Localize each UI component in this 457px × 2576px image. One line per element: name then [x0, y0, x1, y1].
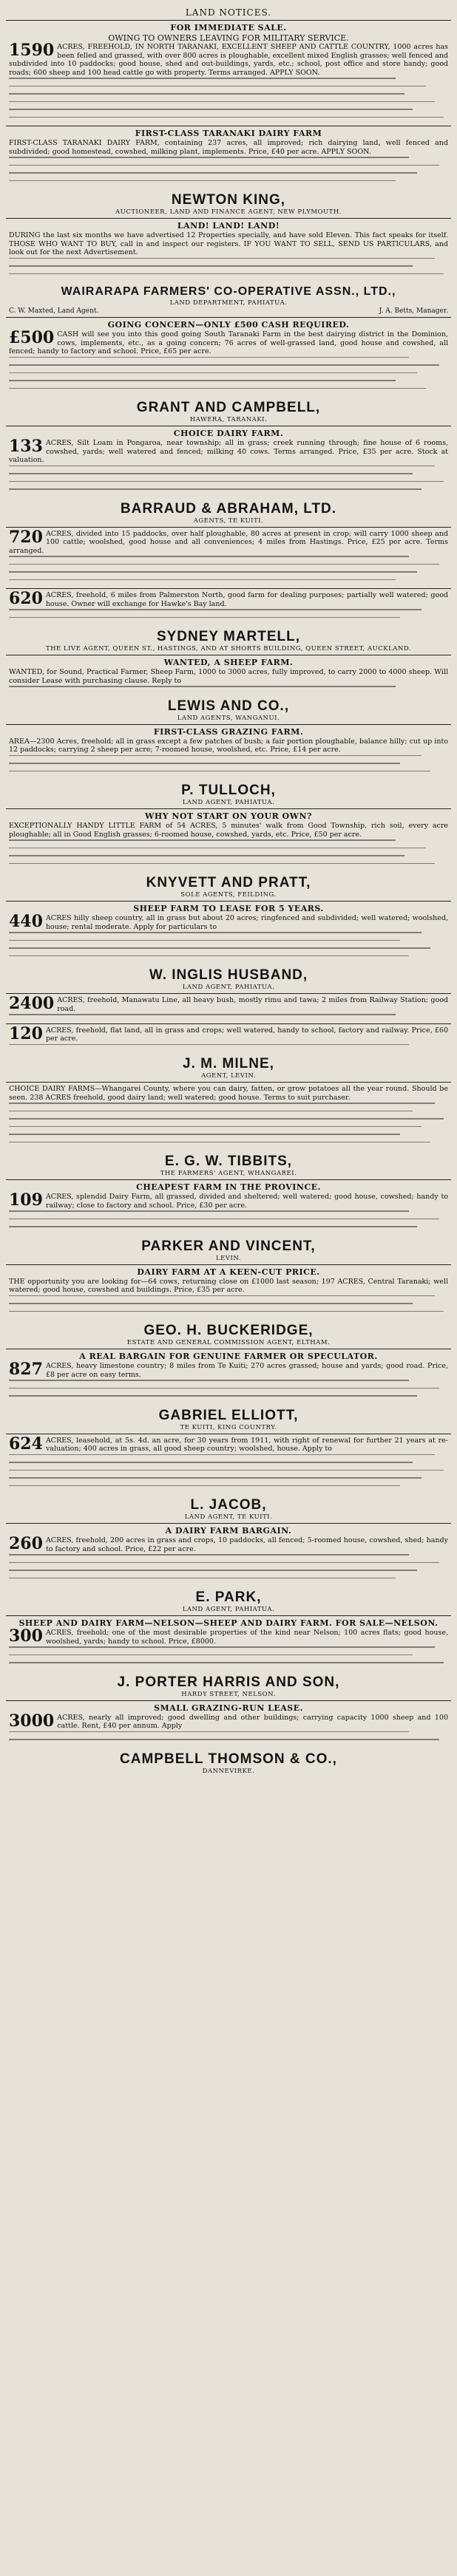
advert-heading: A DAIRY FARM BARGAIN.: [165, 1526, 292, 1536]
text-line: [9, 1388, 439, 1389]
agent-name: GABRIEL ELLIOTT,: [158, 1407, 299, 1423]
advert-heading: DAIRY FARM AT A KEEN-CUT PRICE.: [137, 1267, 320, 1277]
advert-body: [9, 1536, 448, 1553]
text-lines: [9, 755, 448, 772]
land-advert: [6, 724, 451, 780]
advert-body: [9, 822, 448, 839]
text-lines: [9, 686, 448, 687]
agent-address: THE FARMERS' AGENT, WHANGAREI.: [160, 1170, 297, 1177]
text-line: [9, 488, 422, 490]
acreage-figure: 260: [9, 1534, 43, 1553]
acreage-figure: 1590: [9, 41, 55, 60]
agent-address: ESTATE AND GENERAL COMMISSION AGENT, ELTHAM.: [126, 1339, 331, 1346]
advert-heading: A REAL BARGAIN FOR GENUINE FARMER OR SPECULATOR.: [79, 1352, 378, 1361]
text-lines: [9, 78, 448, 117]
acreage-figure: 300: [9, 1626, 43, 1646]
agent-name: SYDNEY MARTELL,: [156, 629, 301, 644]
text-line: [9, 78, 396, 79]
agent-address: SOLE AGENTS, FEILDING.: [180, 891, 277, 899]
advert-subheading: OWING TO OWNERS LEAVING FOR MILITARY SERVICE.: [108, 33, 349, 43]
text-lines: [9, 1044, 448, 1046]
agent-name: W. INGLIS HUSBAND,: [149, 967, 308, 983]
advert-body: [9, 231, 448, 257]
land-advert: [6, 1349, 451, 1405]
advert-text: ACRES, freehold, Manawatu Line, all heavy bush, mostly rimu and tawa; 2 miles from Railway Station; good road.: [57, 996, 448, 1013]
text-lines: [9, 1295, 448, 1312]
agent-signature: [6, 1494, 451, 1523]
text-line: [9, 165, 439, 166]
text-lines: [9, 357, 448, 389]
text-lines: [9, 1454, 448, 1487]
land-advert: [6, 808, 451, 872]
text-line: [9, 1578, 396, 1579]
text-line: [9, 848, 426, 849]
text-line: [9, 388, 426, 389]
text-lines: [9, 1554, 448, 1578]
text-line: [9, 117, 444, 118]
agent-signature: [6, 1405, 451, 1434]
agent-address: AGENT, LEVIN.: [201, 1072, 256, 1080]
acreage-figure: 624: [9, 1434, 43, 1454]
text-line: [9, 763, 400, 764]
agent-signature: [6, 282, 451, 317]
land-advert: [6, 1264, 451, 1321]
agent-name: GEO. H. BUCKERIDGE,: [143, 1323, 314, 1338]
agent-name: NEWTON KING,: [171, 192, 286, 208]
acreage-figure: £500: [9, 328, 55, 347]
text-line: [9, 1570, 417, 1571]
agent-signature: [6, 498, 451, 527]
agent-name: KNYVETT AND PRATT,: [146, 875, 311, 890]
advert-body: [9, 1711, 448, 1731]
advert-heading: LAND! LAND! LAND!: [177, 221, 280, 231]
text-line: [9, 1111, 413, 1112]
agent-signature: [6, 1748, 451, 1777]
agent-name: E. PARK,: [195, 1589, 262, 1605]
text-line: [9, 1014, 396, 1015]
text-line: [9, 1134, 400, 1135]
text-line: [9, 1395, 417, 1397]
land-advert: [6, 1615, 451, 1672]
agent-address: HAWERA, TARANAKI.: [189, 416, 268, 423]
advert-text: ACRES, freehold, flat land, all in grass and crops; well watered, handy to school, factory and railway. Price, £60 per acre.: [45, 1026, 448, 1043]
text-line: [9, 481, 444, 483]
text-line: [9, 1554, 409, 1556]
advert-heading: FIRST-CLASS GRAZING FARM.: [153, 726, 304, 737]
text-line: [9, 771, 430, 772]
text-line: [9, 86, 426, 87]
advert-body: [9, 527, 448, 556]
advert-body: [9, 1626, 448, 1646]
text-lines: [9, 1731, 448, 1740]
text-line: [9, 1646, 435, 1648]
text-line: [9, 265, 413, 267]
text-line: [9, 1118, 444, 1120]
advert-text: ACRES, nearly all improved; good dwelling and other buildings; carrying capacity 1000 sheep and 100 cattle. Rent, £40 per annum. Apply: [57, 1713, 448, 1730]
advert-text: ACRES, leasehold, at 5s. 4d. an acre, for 30 years from 1911, with right of renewal for further 21 years at re-valuation; 400 acres in grass, all good sheep country; woolshed, house. Apply to: [45, 1436, 448, 1453]
agent-signature: [6, 872, 451, 901]
land-advert: [6, 1082, 451, 1151]
text-line: [9, 372, 417, 374]
text-line: [9, 273, 444, 275]
text-line: [9, 947, 430, 949]
text-line: [9, 180, 396, 182]
agent-signature: [6, 1672, 451, 1700]
agent-signature: [6, 397, 451, 426]
text-line: [9, 1662, 444, 1663]
text-line: [9, 1454, 435, 1456]
text-line: [9, 1380, 409, 1381]
text-line: [9, 1470, 444, 1471]
text-line: [9, 101, 435, 103]
advert-heading: CHOICE DAIRY FARM.: [173, 429, 284, 438]
advert-text: CASH will see you into this good going South Taranaki Farm in the best dairying district in the Dominion, cows, implements, etc., as a going concern; 76 acres of well-grassed land, good house and cowshed, all fenced; handy to factory and school. Price, £65 per acre.: [9, 330, 448, 355]
advert-heading: CHEAPEST FARM IN THE PROVINCE.: [136, 1182, 321, 1192]
advert-body: [9, 439, 448, 465]
advert-body: [9, 1278, 448, 1295]
advert-body: [9, 1023, 448, 1043]
advert-text: DURING the last six months we have advertised 12 Properties specially, and have sold Eleven. This fact speaks for itself. THOSE WHO WANT TO BUY, call in and inspect our registers. IF YOU WANT TO SELL, SEND US PARTICULARS, and look out for the next Advertisement.: [9, 231, 448, 256]
agent-name: P. TULLOCH,: [181, 783, 276, 798]
acreage-figure: 120: [9, 1023, 43, 1043]
text-line: [9, 1219, 439, 1220]
agent-signature: [6, 964, 451, 993]
agent-address: LAND AGENT, PAHIATUA.: [182, 984, 275, 991]
land-advert: [6, 20, 451, 126]
agent-footer-right: J. A. Betts, Manager.: [379, 307, 448, 315]
text-line: [9, 1731, 409, 1733]
advert-body: [9, 737, 448, 754]
agent-address: LAND DEPARTMENT, PAHIATUA.: [169, 299, 288, 307]
text-lines: [9, 157, 448, 181]
text-lines: [9, 1646, 448, 1663]
agent-signature: [6, 1151, 451, 1179]
text-lines: [9, 1380, 448, 1397]
land-advert: [6, 527, 451, 589]
agent-address: AGENTS, TE KUITI.: [193, 517, 264, 525]
land-advert: [6, 1179, 451, 1236]
land-advert: [6, 218, 451, 282]
text-line: [9, 1103, 435, 1104]
advert-text: FIRST-CLASS TARANAKI DAIRY FARM, containing 237 acres, all improved; rich dairying land, well fenced and subdivided; good homestead, cowshed, milking plant, implements. Price, £40 per acre. APPLY SOON.: [9, 139, 448, 156]
advert-text: ACRES, freehold; one of the most desirable properties of the kind near Nelson; 100 acres flats; good house, woolshed, yards; handy to school. Price, £8000.: [45, 1629, 448, 1646]
agent-name: GRANT AND CAMPBELL,: [136, 400, 321, 415]
land-advert: [6, 126, 451, 189]
advert-body: [9, 914, 448, 931]
text-line: [9, 1126, 422, 1128]
agent-address: LAND AGENT, PAHIATUA.: [182, 799, 275, 806]
agent-name: WAIRARAPA FARMERS' CO-OPERATIVE ASSN., LTD.,: [61, 285, 396, 298]
agent-footer-left: C. W. Maxted, Land Agent.: [9, 307, 99, 315]
advert-text: AREA—2300 Acres, freehold; all in grass except a few patches of bush; a fair portion ploughable, balance hilly; cut up into 12 paddocks; carrying 2 sheep per acre; 7-roomed house, woolshed, etc. Price, £14 per acre.: [9, 737, 448, 754]
agent-signature: [6, 695, 451, 724]
text-line: [9, 1655, 413, 1656]
text-line: [9, 579, 396, 581]
text-lines: [9, 1103, 448, 1142]
text-line: [9, 380, 396, 381]
agent-address: THE LIVE AGENT, QUEEN ST., HASTINGS, AND AT SHORTS BUILDING, QUEEN STREET, AUCKLAND.: [45, 645, 412, 652]
advert-heading: FOR IMMEDIATE SALE.: [170, 23, 287, 33]
text-line: [9, 93, 404, 95]
agent-address: DANNEVIRKE.: [202, 1767, 255, 1775]
text-line: [9, 556, 409, 557]
advert-body: [9, 139, 448, 156]
acreage-figure: 827: [9, 1360, 43, 1379]
agent-signature: [6, 1236, 451, 1264]
land-advert: [6, 901, 451, 964]
advert-text: ACRES, Silt Loam in Pongaroa, near township; all in grass; creek running through; fine house of 6 rooms, cowshed, yards; well watered and fenced; milking 40 cows. Terms arranged. Price, £35 per acre. Stock at valuation.: [9, 439, 448, 464]
advert-text: ACRES, freehold, 6 miles from Palmerston North, good farm for dealing purposes; partially well watered; good house. Owner will exchange for Hawke's Bay land.: [45, 591, 448, 608]
acreage-figure: 133: [9, 437, 43, 456]
land-advert: [6, 426, 451, 498]
text-lines: [9, 1210, 448, 1227]
acreage-figure: 620: [9, 589, 43, 608]
advert-heading: WANTED, A SHEEP FARM.: [163, 658, 294, 667]
agent-address: LAND AGENTS, WANGANUI.: [177, 714, 280, 722]
advert-text: ACRES, splendid Dairy Farm, all grassed, divided and sheltered; well watered; good house, cowshed; handy to railway; close to factory and school. Price, £30 per acre.: [45, 1193, 448, 1210]
text-lines: [9, 839, 448, 864]
agent-address: LEVIN.: [216, 1254, 241, 1262]
text-line: [9, 855, 404, 856]
land-advert: [6, 1523, 451, 1587]
text-line: [9, 755, 422, 757]
agent-signature: [6, 1587, 451, 1615]
advert-text: ACRES hilly sheep country, all in grass but about 20 acres; ringfenced and subdivided; well watered; woolshed, house; rental moderate. Apply for particulars to: [45, 914, 448, 931]
land-advert: [6, 317, 451, 397]
advert-text: CHOICE DAIRY FARMS—Whangarei County, where you can dairy, fatten, or grow potatoes all the year round. Should be seen. 238 ACRES freehold, good dairy land; well watered; good house. Terms to suit purchaser.: [9, 1085, 448, 1102]
text-line: [9, 932, 422, 933]
text-line: [9, 1462, 413, 1463]
agent-address: HARDY STREET, NELSON.: [181, 1690, 276, 1698]
acreage-figure: 440: [9, 912, 43, 931]
advert-body: [9, 668, 448, 685]
agent-name: L. JACOB,: [190, 1497, 267, 1513]
land-advert: [6, 655, 451, 695]
agent-signature: [6, 780, 451, 808]
agent-signature: [6, 1053, 451, 1082]
advert-heading: FIRST-CLASS TARANAKI DAIRY FARM: [135, 129, 322, 138]
land-advert: [6, 1023, 451, 1054]
advert-body: [9, 1190, 448, 1210]
advert-text: ACRES, heavy limestone country; 8 miles from Te Kuiti; 270 acres grassed; house and yards; good road. Price, £8 per acre on easy terms.: [45, 1362, 448, 1379]
acreage-figure: 2400: [9, 994, 55, 1013]
text-line: [9, 1226, 417, 1227]
text-line: [9, 839, 396, 841]
agent-address: AUCTIONEER, LAND AND FINANCE AGENT, NEW PLYMOUTH.: [115, 208, 342, 216]
advert-heading: GOING CONCERN—ONLY £500 CASH REQUIRED.: [107, 320, 350, 330]
advert-heading: WHY NOT START ON YOUR OWN?: [144, 811, 312, 821]
agent-name: J. M. MILNE,: [183, 1056, 274, 1071]
advert-text: ACRES, divided into 15 paddocks, over half ploughable, 80 acres at present in crop; will carry 1000 sheep and 100 cattle; woolshed, good house and all conveniences; 4 miles from Hastings. Price, £25 per acre. Terms arranged.: [9, 529, 448, 555]
agent-address: LAND AGENT, TE KUITI.: [184, 1513, 273, 1521]
text-line: [9, 109, 413, 110]
column-heading: LAND NOTICES.: [185, 7, 272, 18]
agent-name: BARRAUD & ABRAHAM, LTD.: [120, 500, 337, 517]
text-lines: [9, 609, 448, 618]
text-line: [9, 466, 435, 467]
text-line: [9, 258, 435, 259]
agent-name: J. PORTER HARRIS AND SON,: [117, 1674, 340, 1690]
text-line: [9, 1311, 444, 1312]
text-lines: [9, 932, 448, 956]
advert-text: ACRES, freehold, 200 acres in grass and crops, 10 paddocks, all fenced; 5-roomed house, cowshed, shed; handy to factory and school. Price, £22 per acre.: [45, 1536, 448, 1553]
advert-heading: SHEEP FARM TO LEASE FOR 5 YEARS.: [133, 904, 324, 913]
text-line: [9, 940, 400, 941]
land-advert: [6, 1434, 451, 1495]
text-line: [9, 364, 439, 366]
agent-address: TE KUITI, KING COUNTRY.: [180, 1423, 277, 1431]
text-lines: [9, 1014, 448, 1015]
text-lines: [9, 258, 448, 275]
agent-footer: [9, 307, 448, 316]
acreage-figure: 109: [9, 1190, 43, 1210]
text-line: [9, 1142, 430, 1143]
text-line: [9, 1562, 439, 1564]
text-line: [9, 955, 409, 957]
text-line: [9, 609, 422, 610]
advert-heading: SHEEP AND DAIRY FARM—NELSON—SHEEP AND DAIRY FARM. FOR SALE—NELSON.: [18, 1618, 439, 1628]
acreage-figure: 3000: [9, 1711, 55, 1731]
text-line: [9, 1485, 400, 1487]
text-line: [9, 1210, 409, 1212]
advert-body: [9, 43, 448, 77]
text-lines: [9, 556, 448, 580]
text-line: [9, 863, 435, 865]
agent-signature: [6, 626, 451, 655]
land-advert: [6, 993, 451, 1023]
text-line: [9, 1295, 435, 1297]
advert-text: EXCEPTIONALLY HANDY LITTLE FARM of 54 ACRES, 5 minutes' walk from Good Township, rich soil, every acre ploughable; all in Good English grasses; 6-roomed house, cowshed, yards, etc. Price, £50 per acre.: [9, 822, 448, 839]
text-lines: [9, 466, 448, 490]
agent-name: E. G. W. TIBBITS,: [164, 1154, 293, 1169]
advert-body: [9, 591, 448, 608]
text-line: [9, 686, 396, 687]
text-line: [9, 1303, 413, 1304]
text-line: [9, 157, 409, 158]
text-line: [9, 1477, 422, 1479]
advert-text: WANTED, for Sound, Practical Farmer, Sheep Farm, 1000 to 3000 acres, fully improved, to carry 2000 to 4000 sheep. Will consider Lease with purchasing clause. Reply to: [9, 668, 448, 685]
advert-text: ACRES, FREEHOLD, IN NORTH TARANAKI, EXCELLENT SHEEP AND CATTLE COUNTRY, 1000 acres has been felled and grassed, with over 800 acres is ploughable, excellent mixed English grasses; well fenced and subdivided into 10 paddocks; good house, shed and out-buildings, yards, etc.; school, post office and store handy; good roads; 600 sheep and 100 head cattle go with property. Terms arranged. APPLY SOON.: [9, 43, 448, 77]
land-advert: [6, 1700, 451, 1748]
text-line: [9, 357, 409, 358]
text-line: [9, 1044, 409, 1046]
agent-address: LAND AGENT, PAHIATUA.: [182, 1606, 275, 1613]
text-line: [9, 172, 417, 174]
text-line: [9, 617, 400, 619]
advert-text: THE opportunity you are looking for—64 cows, returning close on £1000 last season; 197 ACRES, Central Taranaki; well watered; good house, cowshed and buildings. Price, £35 per acre.: [9, 1277, 448, 1294]
advert-heading: SMALL GRAZING-RUN LEASE.: [154, 1703, 303, 1713]
agent-name: PARKER AND VINCENT,: [141, 1238, 316, 1254]
text-line: [9, 1739, 439, 1740]
advert-body: [9, 996, 448, 1013]
text-line: [9, 473, 413, 474]
agent-signature: [6, 189, 451, 218]
advert-body: [9, 1434, 448, 1454]
text-line: [9, 571, 417, 573]
text-line: [9, 564, 439, 565]
agent-name: LEWIS AND CO.,: [167, 698, 290, 714]
advert-body: [9, 1362, 448, 1379]
agent-signature: [6, 1320, 451, 1349]
advert-body: [9, 1085, 448, 1102]
agent-name: CAMPBELL THOMSON & CO.,: [120, 1751, 337, 1767]
land-advert: [6, 588, 451, 626]
advert-body: [9, 330, 448, 356]
newspaper-column: [6, 6, 451, 2564]
acreage-figure: 720: [9, 527, 43, 547]
ads-container: [6, 20, 451, 1777]
